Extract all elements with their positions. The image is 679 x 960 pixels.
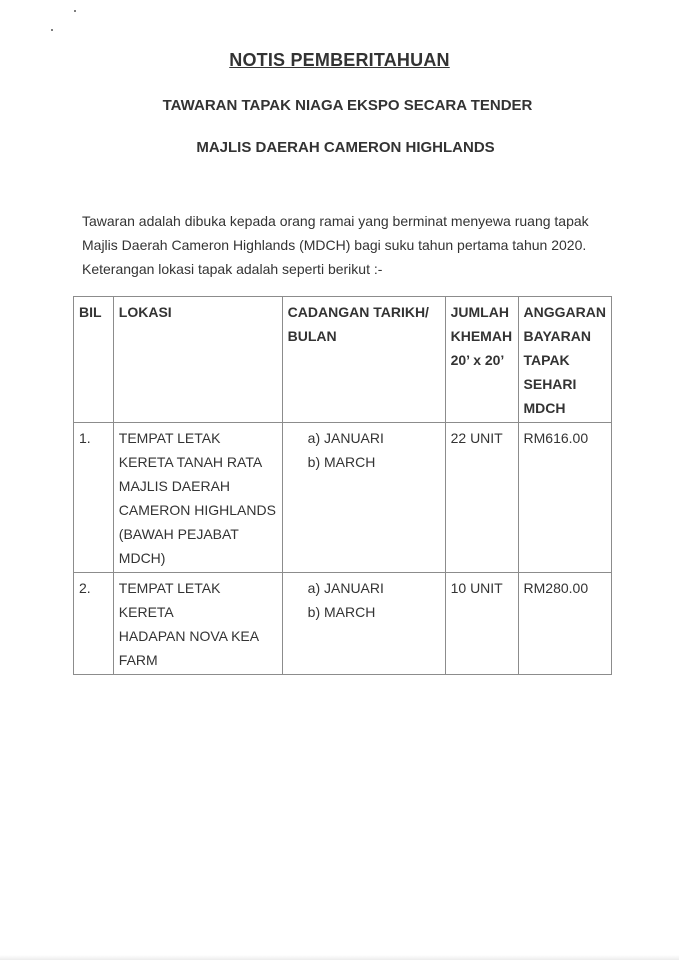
intro-paragraph — [82, 209, 622, 281]
intro-line: Tawaran adalah dibuka kepada orang ramai yang berminat menyewa ruang tapak — [82, 213, 589, 229]
cell-lokasi: TEMPAT LETAK KERETA TANAH RATA MAJLIS DAERAH CAMERON HIGHLANDS (BAWAH PEJABAT MDCH) — [113, 423, 282, 573]
cell-bil: 1. — [74, 423, 114, 573]
notice-subtitle-tender: TAWARAN TAPAK NIAGA EKSPO SECARA TENDER — [162, 97, 533, 114]
header-jumlah: JUMLAH KHEMAH 20’ x 20’ — [445, 297, 518, 423]
cell-tarikh: a) JANUARI b) MARCH — [282, 573, 445, 675]
table-row — [74, 423, 612, 573]
table-row — [74, 573, 612, 675]
intro-line: Keterangan lokasi tapak adalah seperti berikut :- — [82, 261, 383, 277]
scan-edge — [0, 955, 679, 960]
cell-bayaran: RM280.00 — [518, 573, 611, 675]
cell-jumlah: 10 UNIT — [445, 573, 518, 675]
notice-title: NOTIS PEMBERITAHUAN — [229, 50, 450, 70]
header-tarikh: CADANGAN TARIKH/ BULAN — [282, 297, 445, 423]
scan-speck — [74, 10, 76, 12]
location-table — [73, 296, 612, 675]
cell-lokasi: TEMPAT LETAK KERETA HADAPAN NOVA KEA FARM — [113, 573, 282, 675]
header-lokasi: LOKASI — [113, 297, 282, 423]
scan-speck — [51, 29, 53, 31]
cell-bil: 2. — [74, 573, 114, 675]
cell-jumlah: 22 UNIT — [445, 423, 518, 573]
table-header-row — [74, 297, 612, 423]
header-bil: BIL — [74, 297, 114, 423]
cell-tarikh: a) JANUARI b) MARCH — [282, 423, 445, 573]
header-bayaran: ANGGARAN BAYARAN TAPAK SEHARI MDCH — [518, 297, 611, 423]
notice-subtitle-council: MAJLIS DAERAH CAMERON HIGHLANDS — [196, 139, 495, 156]
intro-line: Majlis Daerah Cameron Highlands (MDCH) bagi suku tahun pertama tahun 2020. — [82, 237, 587, 253]
cell-bayaran: RM616.00 — [518, 423, 611, 573]
